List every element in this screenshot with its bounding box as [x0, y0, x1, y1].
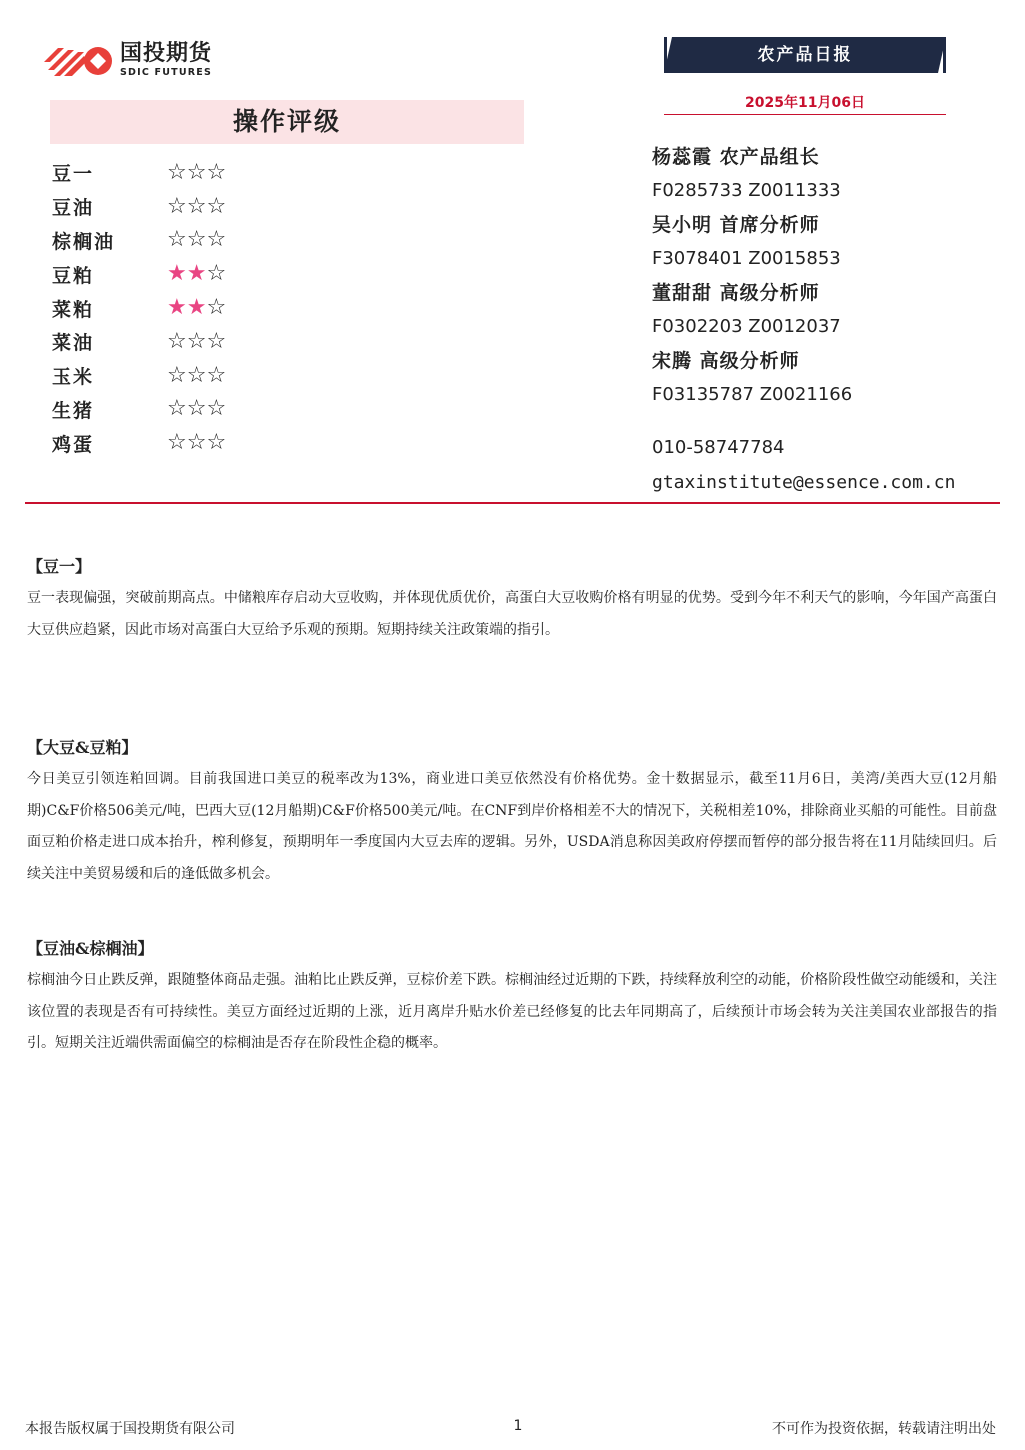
empty-star-icon: ☆	[167, 430, 187, 456]
report-date: 2025年11月06日	[745, 95, 865, 111]
empty-star-icon: ☆	[167, 159, 187, 185]
logo-english-name: SDIC FUTURES	[120, 66, 212, 78]
rating-product-name: 鸡蛋	[52, 433, 95, 456]
filled-star-icon: ★	[167, 261, 187, 287]
analyst-name: 吴小明 首席分析师	[652, 214, 820, 236]
empty-star-icon: ☆	[206, 396, 227, 422]
rating-row	[52, 426, 352, 460]
rating-stars	[167, 328, 227, 354]
empty-star-icon: ☆	[186, 396, 207, 422]
rating-row	[52, 393, 352, 427]
rating-stars	[167, 297, 226, 319]
empty-star-icon: ☆	[206, 261, 227, 287]
rating-product-name: 生猪	[52, 399, 95, 422]
contact-phone: 010-58747784	[652, 437, 785, 458]
section-body-soybean-meal: 今日美豆引领连粕回调。目前我国进口美豆的税率改为13%，商业进口美豆依然没有价格优势。金十数据显示，截至11月6日，美湾/美西大豆(12月船期)C&F价格506美元/吨，巴西大豆(12月船期)C&F价格500美元/吨。在CNF到岸价格相差不大的情况下，关税相差10%，排除商业买船的可能性。目前盘面豆粕价格走进口成本抬升，榨利修复，预期明年一季度国内大豆去库的逻辑。另外，USDA消息称因美政府停摆而暂停的部分报告将在11月陆续回归。后续关注中美贸易缓和后的逢低做多机会。	[27, 771, 997, 882]
rating-stars	[167, 432, 226, 454]
footer-page-number: 1	[513, 1418, 523, 1434]
rating-product-name: 豆粕	[52, 264, 95, 287]
rating-row	[52, 257, 352, 291]
contact-email[interactable]: gtaxinstitute@essence.com.cn	[652, 472, 956, 493]
footer-disclaimer: 不可作为投资依据，转载请注明出处	[772, 1421, 996, 1437]
header-divider	[25, 502, 1000, 504]
rating-row	[52, 156, 352, 190]
logo-chinese-name: 国投期货	[120, 40, 213, 66]
rating-list	[52, 156, 352, 460]
empty-star-icon: ☆	[186, 430, 207, 456]
rating-title: 操作评级	[50, 100, 524, 144]
analyst-name: 宋腾 高级分析师	[652, 350, 800, 372]
rating-row	[52, 359, 352, 393]
company-logo	[44, 40, 212, 80]
rating-product-name: 菜粕	[52, 298, 95, 321]
section-heading-soybean-meal: 【大豆&豆粕】	[27, 738, 138, 757]
filled-star-icon: ★	[167, 295, 187, 321]
empty-star-icon: ☆	[167, 193, 187, 219]
filled-star-icon: ★	[186, 295, 207, 321]
report-type-banner	[664, 37, 946, 73]
rating-stars	[167, 398, 226, 420]
section-body-soybean-1: 豆一表现偏强，突破前期高点。中储粮库存启动大豆收购，并体现优质优价，高蛋白大豆收购价格有明显的优势。受到今年不利天气的影响，今年国产高蛋白大豆供应趋紧，因此市场对高蛋白大豆给予乐观的预期。短期持续关注政策端的指引。	[27, 590, 997, 638]
analyst-name: 董甜甜 高级分析师	[652, 282, 820, 304]
sdic-logo-icon	[44, 40, 114, 80]
analyst-license-ids: F0285733 Z0011333	[652, 180, 841, 201]
rating-product-name: 菜油	[52, 332, 95, 355]
analyst-license-ids: F0302203 Z0012037	[652, 316, 841, 337]
empty-star-icon: ☆	[206, 159, 227, 185]
empty-star-icon: ☆	[167, 328, 187, 354]
empty-star-icon: ☆	[206, 328, 227, 354]
rating-row	[52, 224, 352, 258]
filled-star-icon: ★	[186, 261, 207, 287]
empty-star-icon: ☆	[186, 328, 207, 354]
rating-product-name: 棕榈油	[52, 230, 116, 253]
empty-star-icon: ☆	[186, 362, 207, 388]
empty-star-icon: ☆	[167, 362, 187, 388]
analyst-license-ids: F03135787 Z0021166	[652, 384, 853, 405]
rating-stars	[167, 159, 227, 185]
rating-stars	[167, 362, 227, 388]
rating-row	[52, 190, 352, 224]
footer-copyright: 本报告版权属于国投期货有限公司	[25, 1421, 235, 1437]
rating-row	[52, 325, 352, 359]
rating-product-name: 玉米	[52, 366, 95, 389]
section-body-oils: 棕榈油今日止跌反弹，跟随整体商品走强。油粕比止跌反弹，豆棕价差下跌。棕榈油经过近期的下跌，持续释放利空的动能，价格阶段性做空动能缓和，关注该位置的表现是否有可持续性。美豆方面经过近期的上涨，近月离岸升贴水价差已经修复的比去年同期高了，后续预计市场会转为关注美国农业部报告的指引。短期关注近端供需面偏空的棕榈油是否存在阶段性企稳的概率。	[27, 972, 997, 1051]
empty-star-icon: ☆	[206, 362, 227, 388]
rating-stars	[167, 263, 226, 285]
rating-stars	[167, 229, 226, 251]
empty-star-icon: ☆	[206, 430, 227, 456]
empty-star-icon: ☆	[186, 227, 207, 253]
rating-row	[52, 291, 352, 325]
rating-product-name: 豆一	[52, 163, 95, 186]
empty-star-icon: ☆	[186, 193, 207, 219]
date-underline	[664, 114, 946, 115]
empty-star-icon: ☆	[167, 396, 187, 422]
analyst-license-ids: F3078401 Z0015853	[652, 248, 841, 269]
analyst-name: 杨蕊霞 农产品组长	[652, 146, 820, 168]
empty-star-icon: ☆	[167, 227, 187, 253]
section-heading-soybean-1: 【豆一】	[27, 557, 92, 576]
rating-product-name: 豆油	[52, 197, 95, 220]
empty-star-icon: ☆	[206, 295, 227, 321]
analyst-list	[652, 140, 992, 412]
empty-star-icon: ☆	[206, 227, 227, 253]
section-heading-oils: 【豆油&棕榈油】	[27, 939, 154, 958]
report-type-label: 农产品日报	[757, 45, 853, 65]
empty-star-icon: ☆	[206, 193, 227, 219]
rating-stars	[167, 193, 227, 219]
empty-star-icon: ☆	[186, 159, 207, 185]
